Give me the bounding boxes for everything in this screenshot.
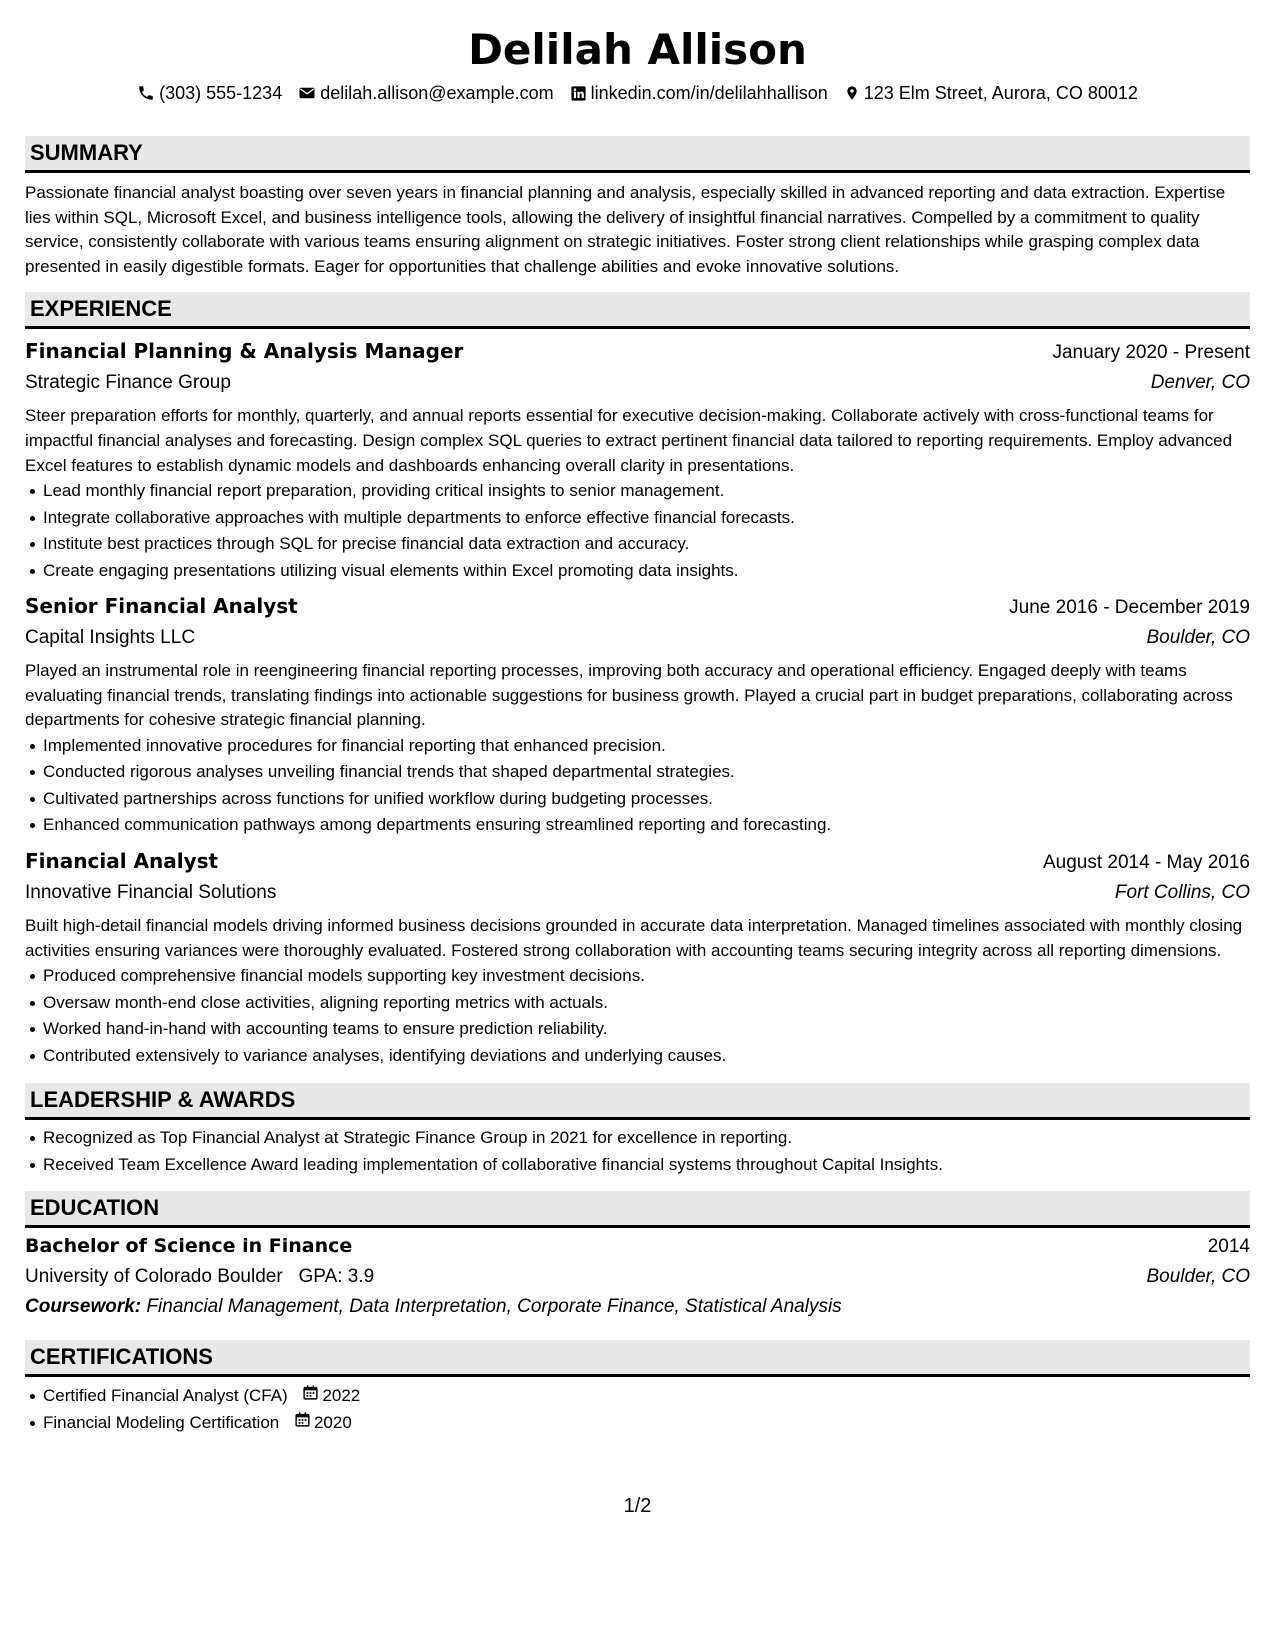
- education-school-line: [25, 1262, 374, 1292]
- page-number: 1/2: [623, 1495, 652, 1517]
- job-company: Innovative Financial Solutions: [25, 881, 277, 903]
- job-dates: January 2020 - Present: [1052, 342, 1250, 364]
- education-gpa: GPA: 3.9: [298, 1266, 375, 1288]
- resume-page: [25, 0, 1250, 1436]
- list-item: Oversaw month-end close activities, aligning reporting metrics with actuals.: [43, 990, 1250, 1017]
- job-bullets: [25, 478, 1250, 584]
- certifications-list: [25, 1383, 1250, 1436]
- experience-heading: EXPERIENCE: [25, 292, 1250, 329]
- phone-icon: [137, 84, 155, 102]
- calendar-icon: [302, 1383, 319, 1410]
- job-location: Denver, CO: [1150, 372, 1250, 394]
- list-item: Worked hand-in-hand with accounting teams to ensure prediction reliability.: [43, 1016, 1250, 1043]
- job-dates: June 2016 - December 2019: [1009, 597, 1250, 619]
- list-item: Recognized as Top Financial Analyst at Strategic Finance Group in 2021 for excellence in reporting.: [43, 1125, 1250, 1152]
- list-item: Contributed extensively to variance analyses, identifying deviations and underlying causes.: [43, 1043, 1250, 1070]
- list-item: Implemented innovative procedures for financial reporting that enhanced precision.: [43, 733, 1250, 760]
- contact-phone: [137, 80, 282, 106]
- contact-bar: [25, 80, 1250, 106]
- phone-text: (303) 555-1234: [159, 83, 283, 103]
- coursework: [25, 1292, 1250, 1322]
- linkedin-text[interactable]: linkedin.com/in/delilahhallison: [590, 83, 828, 103]
- summary-heading: SUMMARY: [25, 136, 1250, 173]
- job-title: Financial Planning & Analysis Manager: [25, 339, 464, 364]
- education-entry: [25, 1232, 1250, 1322]
- contact-address: [844, 80, 1138, 106]
- certification-name: Certified Financial Analyst (CFA): [43, 1386, 288, 1406]
- certification-year: 2020: [313, 1412, 352, 1432]
- list-item: Cultivated partnerships across functions for unified workflow during budgeting processes.: [43, 786, 1250, 813]
- summary-text: Passionate financial analyst boasting over seven years in financial planning and analysis, especially skilled in advanced reporting and data extraction. Expertise lies within SQL, Microsoft Excel, and business intelligence tools, allowing the delivery of insightful financial narratives. Compelled by a commitment to quality service, consistently collaborate with various teams ensuring alignment on strategic initiatives. Foster strong client relationships while grasping complex data presented in easily digestible formats. Eager for opportunities that challenge abilities and evoke innovative solutions.: [25, 183, 1226, 276]
- job-entry: [25, 846, 1250, 1069]
- linkedin-icon: [570, 85, 587, 102]
- job-bullets: [25, 963, 1250, 1069]
- certification-year: 2022: [322, 1386, 361, 1406]
- list-item: Integrate collaborative approaches with multiple departments to enforce effective financial forecasts.: [43, 505, 1250, 532]
- leadership-list: [25, 1125, 1250, 1178]
- job-dates: August 2014 - May 2016: [1042, 851, 1250, 873]
- certification-name: Financial Modeling Certification: [43, 1412, 280, 1432]
- certifications-heading: CERTIFICATIONS: [25, 1340, 1250, 1377]
- job-bullets: [25, 733, 1250, 839]
- education-school: University of Colorado Boulder: [25, 1266, 283, 1288]
- list-item: Create engaging presentations utilizing visual elements within Excel promoting data insights.: [43, 558, 1250, 585]
- job-entry: [25, 591, 1250, 839]
- job-description: Built high-detail financial models driving informed business decisions grounded in accurate data interpretation. Managed timelines associated with monthly closing activities ensuring variances were thoroughly evaluated. Fostered strong collaboration with accounting teams securing integrity across all reporting dimensions.: [25, 915, 1243, 960]
- education-heading: EDUCATION: [25, 1191, 1250, 1228]
- list-item: Produced comprehensive financial models supporting key investment decisions.: [43, 963, 1250, 990]
- education-degree: Bachelor of Science in Finance: [25, 1235, 353, 1258]
- job-company: Capital Insights LLC: [25, 627, 196, 649]
- list-item: Received Team Excellence Award leading implementation of collaborative financial systems throughout Capital Insights.: [43, 1152, 1250, 1179]
- address-text: 123 Elm Street, Aurora, CO 80012: [863, 83, 1138, 103]
- job-title: Financial Analyst: [25, 848, 219, 873]
- map-marker-icon: [844, 84, 860, 102]
- list-item: Conducted rigorous analyses unveiling financial trends that shaped departmental strategies.: [43, 759, 1250, 786]
- certification-date: [302, 1383, 360, 1410]
- job-description: Played an instrumental role in reengineering financial reporting processes, improving both accuracy and operational efficiency. Engaged deeply with teams evaluating financial trends, translating findings into actionable suggestions for business growth. Played a crucial part in budget preparations, collaborating across departments for cohesive strategic financial planning.: [25, 661, 1233, 730]
- list-item: Lead monthly financial report preparation, providing critical insights to senior management.: [43, 478, 1250, 505]
- job-company: Strategic Finance Group: [25, 372, 231, 394]
- list-item: [43, 1383, 1250, 1410]
- job-entry: [25, 336, 1250, 584]
- certification-date: [294, 1410, 352, 1437]
- job-location: Boulder, CO: [1146, 627, 1250, 649]
- contact-email[interactable]: [298, 80, 553, 106]
- leadership-heading: LEADERSHIP & AWARDS: [25, 1083, 1250, 1120]
- job-description: Steer preparation efforts for monthly, quarterly, and annual reports essential for executive decision-making. Collaborate actively with cross-functional teams for impactful financial analyses and forecasting. Design complex SQL queries to extract pertinent financial data tailored to reporting requirements. Employ advanced Excel features to establish dynamic models and dashboards enhancing overall clarity in presentations.: [25, 406, 1233, 475]
- education-year: 2014: [1207, 1236, 1250, 1258]
- education-location: Boulder, CO: [1146, 1266, 1250, 1288]
- list-item: Enhanced communication pathways among departments ensuring streamlined reporting and forecasting.: [43, 812, 1250, 839]
- job-title: Senior Financial Analyst: [25, 594, 298, 619]
- job-location: Fort Collins, CO: [1114, 881, 1250, 903]
- calendar-icon: [294, 1410, 311, 1437]
- envelope-icon: [298, 84, 316, 102]
- email-text[interactable]: delilah.allison@example.com: [320, 83, 554, 103]
- contact-linkedin[interactable]: [570, 80, 828, 106]
- candidate-name: Delilah Allison: [468, 25, 807, 74]
- list-item: Institute best practices through SQL for precise financial data extraction and accuracy.: [43, 531, 1250, 558]
- coursework-list: Financial Management, Data Interpretation, Corporate Finance, Statistical Analysis: [146, 1296, 842, 1318]
- list-item: [43, 1410, 1250, 1437]
- coursework-label: Coursework:: [25, 1296, 142, 1318]
